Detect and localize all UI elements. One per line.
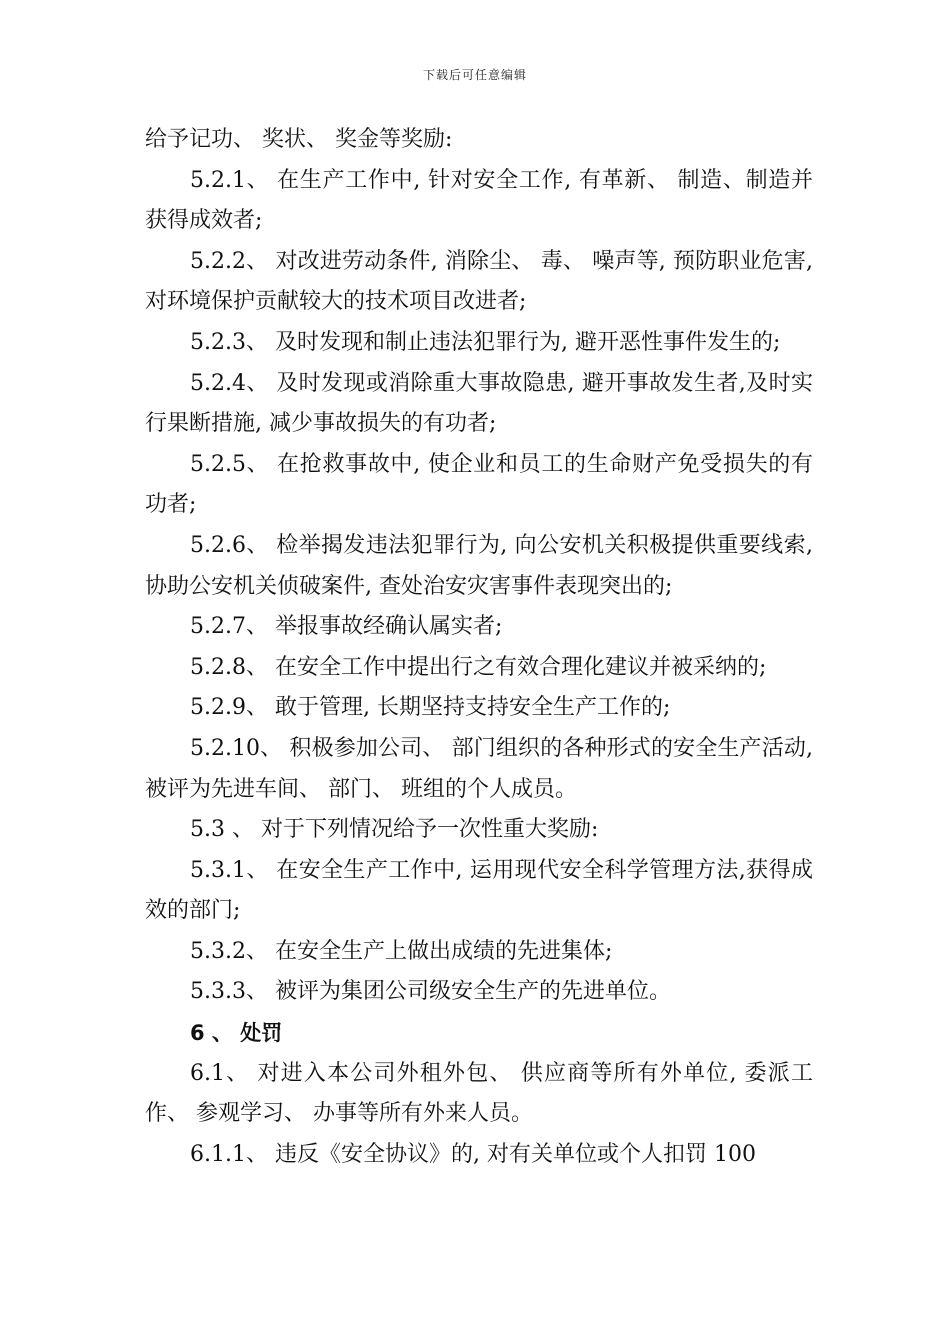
paragraph-5-2-6: 5.2.6、 检举揭发违法犯罪行为, 向公安机关积极提供重要线索, 协助公安机关侦破案件, 查处治安灾害事件表现突出的; xyxy=(145,532,813,599)
section-heading-penalty: 6 、 处罚 xyxy=(190,1021,283,1046)
page-header-note: 下载后可任意编辑 xyxy=(422,68,527,82)
paragraph-5-2-4: 5.2.4、 及时发现或消除重大事故隐患, 避开事故发生者,及时实行果断措施, 减少事故损失的有功者; xyxy=(145,370,813,437)
paragraph-reward-intro: 给予记功、 奖状、 奖金等奖励: xyxy=(145,127,453,152)
paragraph-5-3-1: 5.3.1、 在安全生产工作中, 运用现代安全科学管理方法,获得成效的部门; xyxy=(145,857,813,924)
document-body xyxy=(145,120,813,1175)
paragraph-5-2-2: 5.2.2、 对改进劳动条件, 消除尘、 毒、 噪声等, 预防职业危害, 对环境保护贡献较大的技术项目改进者; xyxy=(145,248,813,315)
paragraph-5-2-8: 5.2.8、 在安全工作中提出行之有效合理化建议并被采纳的; xyxy=(190,654,767,680)
paragraph-5-2-9: 5.2.9、 敢于管理, 长期坚持支持安全生产工作的; xyxy=(190,695,671,721)
paragraph-5-3-3: 5.3.3、 被评为集团公司级安全生产的先进单位。 xyxy=(190,979,671,1005)
paragraph-5-2-10: 5.2.10、 积极参加公司、 部门组织的各种形式的安全生产活动, 被评为先进车间、 部门、 班组的个人成员。 xyxy=(145,735,813,802)
paragraph-5-2-1: 5.2.1、 在生产工作中, 针对安全工作, 有革新、 制造、制造并获得成效者; xyxy=(145,167,813,234)
paragraph-6-1: 6.1、 对进入本公司外租外包、 供应商等所有外单位, 委派工作、 参观学习、 办事等所有外来人员。 xyxy=(145,1060,813,1127)
paragraph-5-3: 5.3 、 对于下列情况给予一次性重大奖励: xyxy=(190,817,599,843)
paragraph-5-2-3: 5.2.3、 及时发现和制止违法犯罪行为, 避开恶性事件发生的; xyxy=(190,329,781,355)
paragraph-5-2-5: 5.2.5、 在抢救事故中, 使企业和员工的生命财产免受损失的有功者; xyxy=(145,451,813,518)
paragraph-6-1-1: 6.1.1、 违反《安全协议》的, 对有关单位或个人扣罚 100 xyxy=(190,1141,756,1167)
paragraph-5-3-2: 5.3.2、 在安全生产上做出成绩的先进集体; xyxy=(190,938,613,964)
paragraph-5-2-7: 5.2.7、 举报事故经确认属实者; xyxy=(190,614,503,640)
